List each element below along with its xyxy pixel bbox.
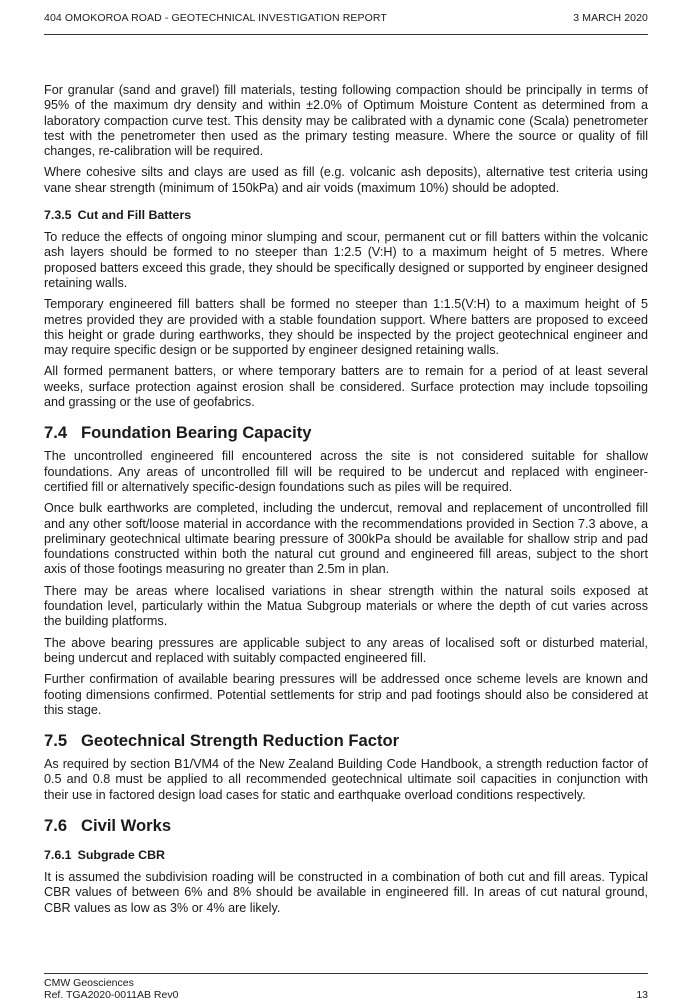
paragraph-cbr-values: It is assumed the subdivision roading will be constructed in a combination of both cut and fill areas. Typical CBR values of between 6% and 8% should be available in engineered fill. In areas of cut natural ground, CBR values as low as 3% or 4% are likely. bbox=[44, 869, 648, 915]
heading-civil-works bbox=[44, 816, 648, 836]
heading-subgrade-cbr bbox=[44, 848, 648, 863]
paragraph-reduction-factor: As required by section B1/VM4 of the New Zealand Building Code Handbook, a strength reduction factor of 0.5 and 0.8 must be applied to all recommended geotechnical ultimate soil capacities in conjunction with their use in factored design load cases for static and earthquake overload conditions respectively. bbox=[44, 757, 648, 802]
heading-number: 7.4 bbox=[44, 423, 68, 443]
footer-reference: Ref. TGA2020-0011AB Rev0 bbox=[44, 989, 179, 1001]
paragraph-temporary-batters: Temporary engineered fill batters shall be formed no steeper than 1:1.5(V:H) to a maximum height of 5 metres provided they are provided with a stable foundation support. Where batters are proposed to exceed this height or grade during earthworks, they should be inspected by the project geotechnical engineer and may require specific design or be supported by engineer designed retaining walls. bbox=[44, 297, 648, 358]
heading-number: 7.5 bbox=[44, 731, 68, 751]
paragraph-granular-fill-testing: For granular (sand and gravel) fill materials, testing following compaction should be principally in terms of 95% of the maximum dry density and within ±2.0% of Optimum Moisture Content as determined from a laboratory compaction curve test. This density may be calibrated with a dynamic cone (Scala) penetrometer test with the penetrometer then used as the primary testing measure. Where the source or quality of fill changes, re-calibration will be required. bbox=[44, 83, 648, 159]
paragraph-surface-protection: All formed permanent batters, or where temporary batters are to remain for a period of at least several weeks, surface protection against erosion shall be considered. Surface protection may include topsoiling and grassing or the use of geofabrics. bbox=[44, 364, 648, 410]
page-footer bbox=[44, 973, 648, 1004]
paragraph-cohesive-fill: Where cohesive silts and clays are used as fill (e.g. volcanic ash deposits), alternative test criteria using vane shear strength (minimum of 150kPa) and air voids (maximum 10%) should be adopted. bbox=[44, 165, 648, 195]
footer-page-number: 13 bbox=[636, 989, 648, 1001]
heading-title: Cut and Fill Batters bbox=[77, 208, 192, 223]
page-content bbox=[44, 83, 648, 922]
paragraph-uncontrolled-fill: The uncontrolled engineered fill encountered across the site is not considered suitable for shallow foundations. Any areas of uncontrolled fill will be required to be undercut and replaced with engineer-certified fill or alternatively specific-design foundations such as piles will be required. bbox=[44, 449, 648, 494]
header-date: 3 MARCH 2020 bbox=[573, 12, 648, 24]
heading-number: 7.3.5 bbox=[44, 208, 72, 223]
heading-cut-fill-batters bbox=[44, 208, 648, 223]
page-header bbox=[44, 12, 648, 35]
header-report-title: 404 OMOKOROA ROAD - GEOTECHNICAL INVESTIGATION REPORT bbox=[44, 12, 387, 24]
heading-title: Foundation Bearing Capacity bbox=[81, 423, 312, 443]
heading-strength-reduction bbox=[44, 731, 648, 751]
paragraph-localised-variations: There may be areas where localised variations in shear strength within the natural soils exposed at foundation level, particularly within the Matua Subgroup materials or where the depth of cut varies across the building platforms. bbox=[44, 583, 648, 629]
heading-foundation-bearing bbox=[44, 423, 648, 443]
footer-company: CMW Geosciences bbox=[44, 977, 134, 989]
heading-title: Geotechnical Strength Reduction Factor bbox=[81, 731, 400, 751]
paragraph-permanent-batters: To reduce the effects of ongoing minor slumping and scour, permanent cut or fill batters within the volcanic ash layers should be formed to no steeper than 1:2.5 (V:H) to a maximum height of 5 metres. Where proposed batters exceed this grade, they should be specifically designed or supported by engineer designed retaining walls. bbox=[44, 230, 648, 290]
paragraph-bearing-conditions: The above bearing pressures are applicable subject to any areas of localised soft or disturbed material, being undercut and replaced with suitably compacted engineered fill. bbox=[44, 635, 648, 665]
paragraph-bearing-pressure: Once bulk earthworks are completed, including the undercut, removal and replacement of uncontrolled fill and any other soft/loose material in accordance with the recommendations provided in Section 7.3 above, a preliminary geotechnical ultimate bearing pressure of 300kPa should be available for shallow strip and pad foundations constructed within both the natural cut ground and engineered fill areas, subject to the short axis of those footings measuring no greater than 2.5m in plan. bbox=[44, 501, 648, 577]
heading-number: 7.6 bbox=[44, 815, 68, 835]
heading-title: Subgrade CBR bbox=[77, 847, 165, 862]
heading-number: 7.6.1 bbox=[44, 847, 72, 862]
paragraph-further-confirmation: Further confirmation of available bearing pressures will be addressed once scheme levels are known and footing dimensions confirmed. Potential settlements for strip and pad footings should also be considered at this stage. bbox=[44, 672, 648, 717]
heading-title: Civil Works bbox=[81, 815, 172, 835]
